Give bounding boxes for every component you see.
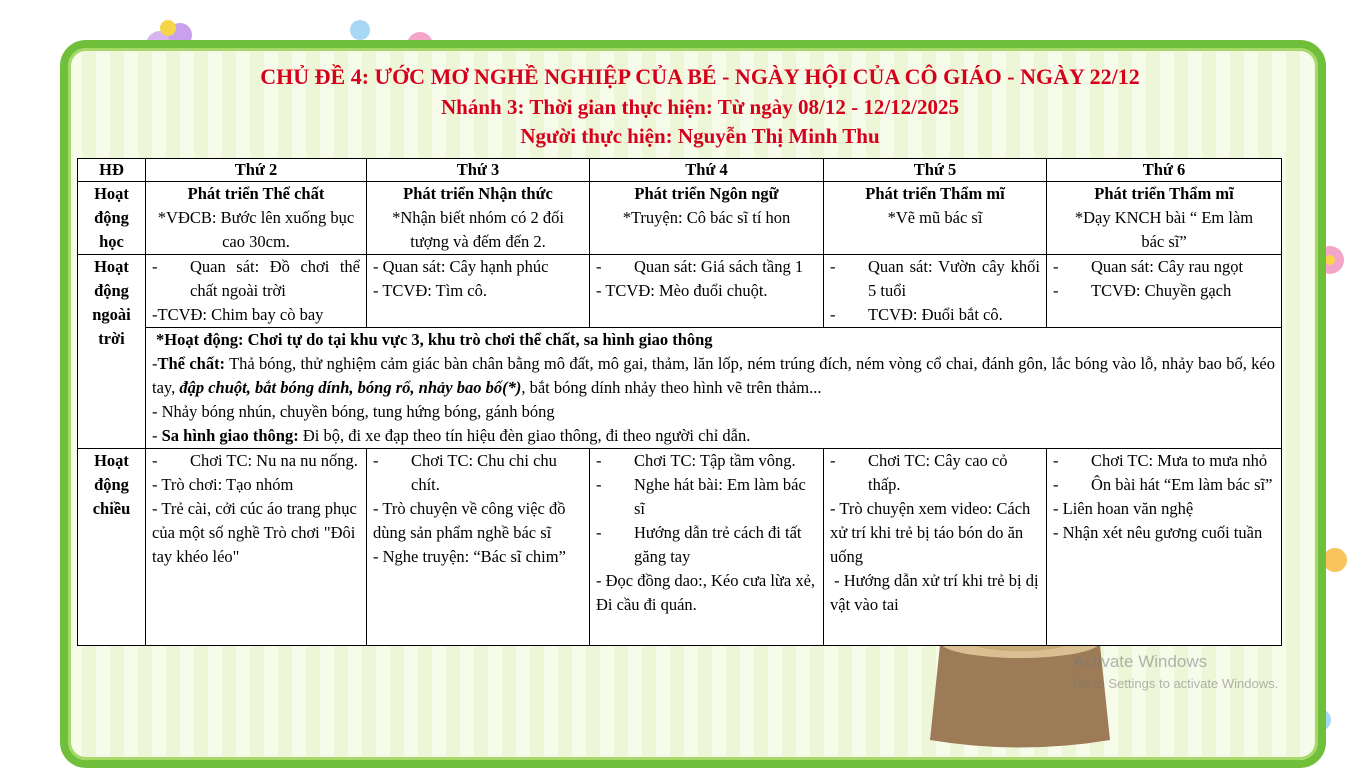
afternoon-cell-wed: - Chơi TC: Tập tầm vông. - Nghe hát bài: Em làm bác sĩ - Hướng dẫn trẻ cách đi tất găng tay - Đọc đồng dao:, Kéo cưa lừa xẻ, Đi cầu đi quán. (590, 449, 824, 646)
learning-cell-wed: Phát triển Ngôn ngữ *Truyện: Cô bác sĩ tí hon (590, 182, 824, 255)
col-header-tue: Thứ 3 (367, 159, 590, 182)
weekly-plan-table (77, 158, 1282, 646)
afternoon-cell-thu: - Chơi TC: Cây cao cỏ thấp. - Trò chuyện xem video: Cách xử trí khi trẻ bị táo bón do ăn uống - Hướng dẫn xử trí khi trẻ bị dị vật vào tai (824, 449, 1047, 646)
outdoor-cell-tue: - Quan sát: Cây hạnh phúc - TCVĐ: Tìm cô. (367, 255, 590, 328)
afternoon-cell-tue: - Chơi TC: Chu chi chu chít. - Trò chuyện về công việc đồ dùng sản phẩm nghề bác sĩ - Nghe truyện: “Bác sĩ chim” (367, 449, 590, 646)
learning-cell-thu: Phát triển Thẩm mĩ *Vẽ mũ bác sĩ (824, 182, 1047, 255)
col-header-wed: Thứ 4 (590, 159, 824, 182)
row-label-outdoor: Hoạt động ngoài trời (78, 255, 146, 449)
learning-cell-fri: Phát triển Thẩm mĩ *Dạy KNCH bài “ Em làm bác sĩ” (1047, 182, 1282, 255)
free-play-row (78, 328, 1282, 449)
afternoon-row (78, 449, 1282, 646)
col-header-fri: Thứ 6 (1047, 159, 1282, 182)
row-label-afternoon: Hoạt động chiều (78, 449, 146, 646)
col-header-thu: Thứ 5 (824, 159, 1047, 182)
outdoor-cell-thu: - Quan sát: Vườn cây khối 5 tuổi - TCVĐ: Đuổi bắt cô. (824, 255, 1047, 328)
row-label-learning: Hoạt động học (78, 182, 146, 255)
col-header-mon: Thứ 2 (146, 159, 367, 182)
learning-cell-tue: Phát triển Nhận thức *Nhận biết nhóm có 2 đối tượng và đếm đến 2. (367, 182, 590, 255)
header-row (78, 159, 1282, 182)
learning-row (78, 182, 1282, 255)
learning-cell-mon: Phát triển Thể chất *VĐCB: Bước lên xuống bục cao 30cm. (146, 182, 367, 255)
page-title: CHỦ ĐỀ 4: ƯỚC MƠ NGHỀ NGHIỆP CỦA BÉ - NGÀY HỘI CỦA CÔ GIÁO - NGÀY 22/12 (260, 64, 1140, 89)
outdoor-row (78, 255, 1282, 328)
teacher-line: Người thực hiện: Nguyễn Thị Minh Thu (520, 124, 880, 148)
afternoon-cell-fri: - Chơi TC: Mưa to mưa nhỏ - Ôn bài hát “Em làm bác sĩ” - Liên hoan văn nghệ - Nhận xét nêu gương cuối tuần (1047, 449, 1282, 646)
col-header-hd: HĐ (78, 159, 146, 182)
outdoor-cell-wed: - Quan sát: Giá sách tầng 1 - TCVĐ: Mèo đuổi chuột. (590, 255, 824, 328)
activation-watermark-title: Activate Windows (1073, 652, 1208, 671)
outdoor-cell-fri: - Quan sát: Cây rau ngọt - TCVĐ: Chuyền gạch (1047, 255, 1282, 328)
free-play-cell: *Hoạt động: Chơi tự do tại khu vực 3, khu trò chơi thể chất, sa hình giao thông -Thể chất: Thả bóng, thử nghiệm cảm giác bàn chân bằng mô đất, mô gai, thảm, lăn lốp, ném trúng đích, ném vòng cổ chai, đánh gôn, lắc bóng vào lỗ, nhảy bao bố, kéo tay, đập chuột, bắt bóng dính, bóng rổ, nhảy bao bố(*), bắt bóng dính nhảy theo hình vẽ trên thảm... - Nhảy bóng nhún, chuyền bóng, tung hứng bóng, gánh bóng - Sa hình giao thông: Đi bộ, đi xe đạp theo tín hiệu đèn giao thông, đi theo người chỉ dẫn. (146, 328, 1282, 449)
outdoor-cell-mon: - Quan sát: Đồ chơi thể chất ngoài trời -TCVĐ: Chim bay cò bay (146, 255, 367, 328)
branch-subtitle: Nhánh 3: Thời gian thực hiện: Từ ngày 08/12 - 12/12/2025 (441, 95, 959, 119)
activation-watermark-subtitle: Go to Settings to activate Windows. (1073, 676, 1279, 691)
afternoon-cell-mon: - Chơi TC: Nu na nu nống. - Trò chơi: Tạo nhóm - Trẻ cài, cởi cúc áo trang phục của một số nghề Trò chơi "Đôi tay khéo léo" (146, 449, 367, 646)
